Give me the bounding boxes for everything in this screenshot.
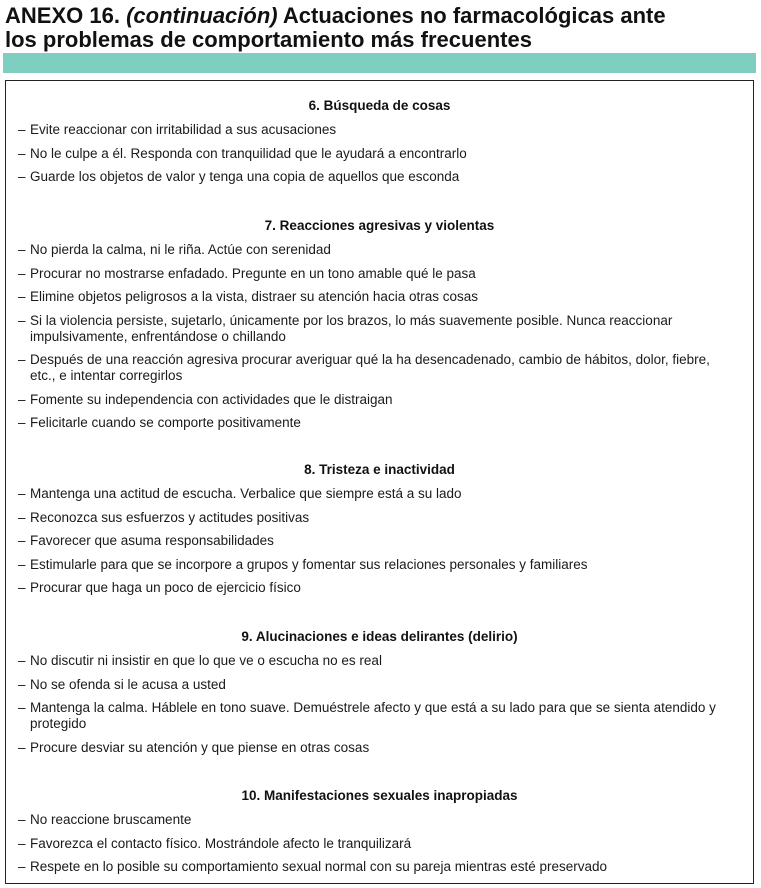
- dash-bullet: –: [18, 580, 26, 595]
- list-item: – Procurar que haga un poco de ejercicio físico: [18, 580, 301, 595]
- section-8: [6, 462, 753, 604]
- list-item: – Favorezca el contacto físico. Mostrándole afecto le tranquilizará: [18, 835, 412, 851]
- list-item: – Evite reaccionar con irritabilidad a sus acusaciones: [18, 122, 337, 137]
- section-10: [6, 788, 753, 883]
- content-box: [5, 80, 754, 884]
- list-item: – Fomente su independencia con actividades que le distraigan: [18, 391, 393, 407]
- list-item: – Favorecer que asuma responsabilidades: [18, 533, 274, 548]
- title-text-1: Actuaciones no farmacológicas ante: [282, 3, 666, 28]
- dash-bullet: –: [18, 835, 26, 851]
- list-item: – Procure desviar su atención y que piense en otras cosas: [18, 739, 370, 755]
- dash-bullet: –: [18, 556, 26, 572]
- section-6: [6, 98, 753, 193]
- list-item: – Reconozca sus esfuerzos y actitudes positivas: [18, 509, 310, 525]
- section-9: [6, 629, 753, 763]
- list-item: – Mantenga una actitud de escucha. Verbalice que siempre está a su lado: [18, 486, 462, 501]
- section-title: 9. Alucinaciones e ideas delirantes (delirio): [241, 629, 518, 644]
- list-item: – Mantenga la calma. Háblele en tono suave. Demuéstrele afecto y que está a su lado para que se sienta atendido y protegido: [18, 700, 716, 731]
- dash-bullet: –: [18, 169, 26, 184]
- list-item: – No discutir ni insistir en que lo que ve o escucha no es real: [18, 653, 382, 668]
- dash-bullet: –: [18, 352, 26, 367]
- section-title: 8. Tristeza e inactividad: [304, 462, 455, 477]
- dash-bullet: –: [18, 533, 26, 548]
- dash-bullet: –: [18, 509, 26, 525]
- dash-bullet: –: [18, 265, 26, 281]
- dash-bullet: –: [18, 739, 26, 755]
- annex-label: ANEXO 16.: [5, 3, 120, 28]
- list-item: – Guarde los objetos de valor y tenga una copia de aquellos que esconda: [18, 169, 460, 184]
- list-item: – Felicitarle cuando se comporte positivamente: [18, 415, 301, 430]
- continuation-label: (continuación): [126, 3, 278, 28]
- dash-bullet: –: [18, 312, 26, 328]
- dash-bullet: –: [18, 859, 26, 874]
- section-title: 10. Manifestaciones sexuales inapropiadas: [241, 788, 518, 803]
- dash-bullet: –: [18, 415, 26, 430]
- list-item: – No reaccione bruscamente: [18, 812, 192, 827]
- section-title: 7. Reacciones agresivas y violentas: [264, 218, 495, 233]
- dash-bullet: –: [18, 700, 26, 715]
- dash-bullet: –: [18, 676, 26, 692]
- document-title: [5, 4, 745, 52]
- dash-bullet: –: [18, 486, 26, 501]
- section-7: [6, 218, 753, 439]
- list-item: – No se ofenda si le acusa a usted: [18, 676, 226, 692]
- dash-bullet: –: [18, 653, 26, 668]
- list-item: – No le culpe a él. Responda con tranquilidad que le ayudará a encontrarlo: [18, 145, 467, 161]
- title-line-1: [5, 4, 745, 28]
- list-item: – No pierda la calma, ni le riña. Actúe con serenidad: [18, 242, 331, 257]
- dash-bullet: –: [18, 812, 26, 827]
- dash-bullet: –: [18, 289, 26, 304]
- accent-bar: [3, 53, 756, 73]
- title-line-2: los problemas de comportamiento más frecuentes: [5, 27, 532, 52]
- list-item: – Respete en lo posible su comportamiento sexual normal con su pareja mientras esté preservado: [18, 859, 608, 874]
- list-item: – Después de una reacción agresiva procurar averiguar qué la ha desencadenado, cambio de hábitos, dolor, fiebre, etc., e intentar corregirlos: [18, 352, 710, 383]
- dash-bullet: –: [18, 242, 26, 257]
- list-item: – Elimine objetos peligrosos a la vista, distraer su atención hacia otras cosas: [18, 289, 478, 304]
- section-title: 6. Búsqueda de cosas: [308, 98, 451, 113]
- dash-bullet: –: [18, 391, 26, 407]
- list-item: – Si la violencia persiste, sujetarlo, únicamente por los brazos, lo más suavemente posible. Nunca reaccionar impulsivamente, enfrentándose o chillando: [18, 312, 673, 344]
- list-item: – Estimularle para que se incorpore a grupos y fomentar sus relaciones personales y familiares: [18, 556, 588, 572]
- dash-bullet: –: [18, 122, 26, 137]
- list-item: – Procurar no mostrarse enfadado. Pregunte en un tono amable qué le pasa: [18, 265, 476, 281]
- dash-bullet: –: [18, 145, 26, 161]
